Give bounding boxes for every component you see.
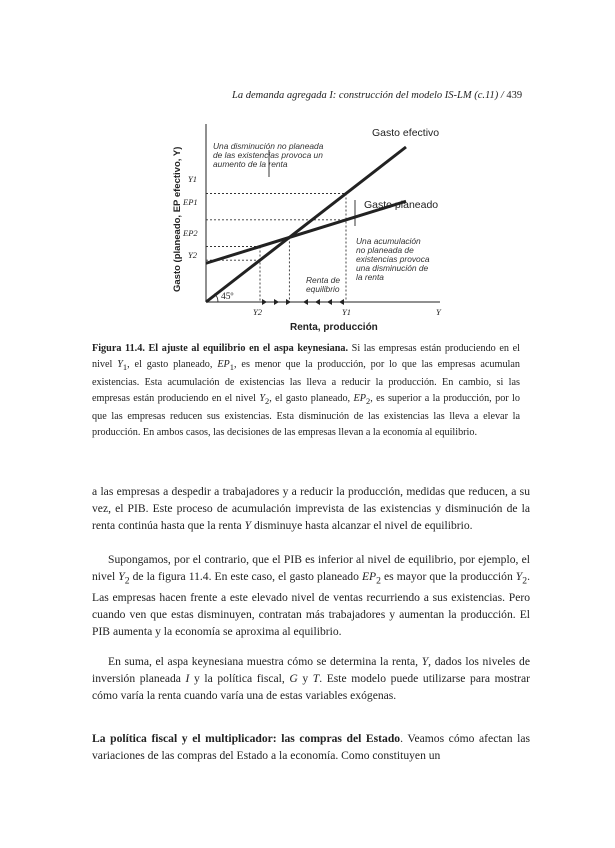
arrow-left-marker <box>339 299 344 305</box>
running-head: La demanda agregada I: construcción del modelo IS-LM (c.11) / 439 <box>232 90 523 101</box>
annotation-equilibrio-line: Renta de <box>306 275 340 285</box>
caption-var: Y <box>117 358 123 370</box>
body-text: En suma, el aspa keynesiana muestra cómo se determina la renta, <box>108 655 422 668</box>
body-sub: 2 <box>124 575 130 587</box>
body-text: y <box>297 671 313 685</box>
caption-text: , el gasto planeado, <box>127 358 218 370</box>
keynesian-cross-figure <box>160 112 460 337</box>
y-axis-label: Gasto (planeado, EP efectivo, Y) <box>172 146 183 292</box>
arrow-right-marker <box>262 299 267 305</box>
body-text: . Las empresas hacen frente a este elevado nivel de ventas recurriendo a sus existencias. Pero cuando ven que estas disminuyen, contratan más trabajadores y aumentan la producción. El PIB aumenta y la economía se aproxima al equilibrio. <box>92 569 530 638</box>
body-text: de la figura 11.4. En este caso, el gasto planeado <box>129 569 362 583</box>
annotation-acumulacion-line: una disminución de <box>356 263 429 273</box>
angle-label: 45º <box>221 292 234 302</box>
caption-sub: 2 <box>365 395 371 406</box>
annotation-acumulacion-line: la renta <box>356 272 384 282</box>
y-tick-label: Y2 <box>188 250 197 260</box>
body-var: Y <box>421 655 429 668</box>
annotation-disminucion-line: aumento de la renta <box>213 159 288 169</box>
label-gasto-planeado: Gasto planeado <box>364 199 439 211</box>
body-sub: 2 <box>376 575 381 587</box>
arrow-right-marker <box>286 299 291 305</box>
caption-var: EP <box>217 358 230 370</box>
x-axis-label: Renta, producción <box>290 322 378 333</box>
caption-text: , es superior a la producción, por lo que las empresas reducen sus existencias. Esta disminución de las existencias las lleva a elevar la producción. En ambos casos, las decisiones de las empresas llevan a la economía al equilibrio. <box>92 392 520 439</box>
x-tick-label: Y2 <box>253 307 262 317</box>
section-heading: La política fiscal y el multiplicador: las compras del Estado <box>92 732 401 745</box>
caption-var: EP <box>353 392 366 404</box>
body-text: . Veamos cómo afectan las variaciones de las compras del Estado a la economía. Como constituyen un <box>92 732 530 762</box>
annotation-disminucion-line: Una disminución no planeada <box>213 141 324 151</box>
annotation-disminucion-line: de las existencias provoca un <box>213 150 323 160</box>
paragraph-3 <box>92 654 530 705</box>
paragraph-1 <box>92 484 530 535</box>
paragraph-2 <box>92 552 530 641</box>
paragraph-4 <box>92 731 530 765</box>
body-var: T <box>312 671 320 685</box>
body-var: I <box>185 671 190 685</box>
figure-caption <box>92 341 520 441</box>
caption-text: , es menor que la producción, por lo que las empresas acumulan existencias. Esta acumulación de existencias las lleva a reducir la producción. En cambio, si las empresas están produciendo en el nivel <box>92 358 520 404</box>
x-tick-label: Y1 <box>342 307 351 317</box>
body-text: . Este modelo puede utilizarse para mostrar cómo varía la renta cuando varía una de estas variables exógenas. <box>92 671 530 702</box>
caption-sub: 1 <box>229 361 235 372</box>
arrow-right-marker <box>274 299 279 305</box>
annotation-equilibrio-line: equilibrio <box>306 284 340 294</box>
arrow-left-marker <box>327 299 332 305</box>
annotation-acumulacion-line: Una acumulación <box>356 236 421 246</box>
body-var: Y <box>515 569 523 583</box>
body-text: disminuye hasta alcanzar el nivel de equilibrio. <box>251 518 473 532</box>
body-text: a las empresas a despedir a trabajadores y a reducir la producción, medidas que reducen, a su vez, el PIB. Este proceso de acumulación imprevista de las existencias y disminución de la renta continúa hasta que la renta <box>92 485 530 532</box>
caption-lead: Figura 11.4. El ajuste al equilibrio en el aspa keynesiana. <box>92 343 349 354</box>
label-gasto-efectivo: Gasto efectivo <box>372 127 440 139</box>
arrow-left-marker <box>315 299 320 305</box>
y-tick-label: Y1 <box>188 174 197 184</box>
y-tick-label: EP2 <box>183 228 198 238</box>
page-number: 439 <box>506 90 523 101</box>
y-tick-label: EP1 <box>183 197 198 207</box>
body-var: EP <box>361 569 377 583</box>
x-axis-end-label: Y <box>436 307 441 317</box>
annotation-acumulacion-line: no planeada de <box>356 245 414 255</box>
body-sub: 2 <box>522 575 528 587</box>
body-text: y la política fiscal, <box>189 671 290 685</box>
annotation-acumulacion-line: existencias provoca <box>356 254 430 264</box>
body-var: G <box>289 671 298 685</box>
body-text: Supongamos, por el contrario, que el PIB es inferior al nivel de equilibrio, por ejemplo, el nivel <box>92 553 530 583</box>
caption-text: Si las empresas están produciendo en el nivel <box>92 343 520 370</box>
body-var: Y <box>118 569 125 583</box>
caption-sub: 1 <box>122 361 128 372</box>
caption-text: , el gasto planeado, <box>269 392 354 404</box>
caption-sub: 2 <box>265 395 270 406</box>
body-text: , dados los niveles de inversión planeada <box>92 655 530 685</box>
running-head-title: La demanda agregada I: construcción del modelo IS-LM (c.11) <box>232 90 499 101</box>
body-var: Y <box>244 518 252 532</box>
arrow-left-marker <box>303 299 308 305</box>
body-text: es mayor que la producción <box>380 569 516 583</box>
caption-var: Y <box>259 392 266 404</box>
